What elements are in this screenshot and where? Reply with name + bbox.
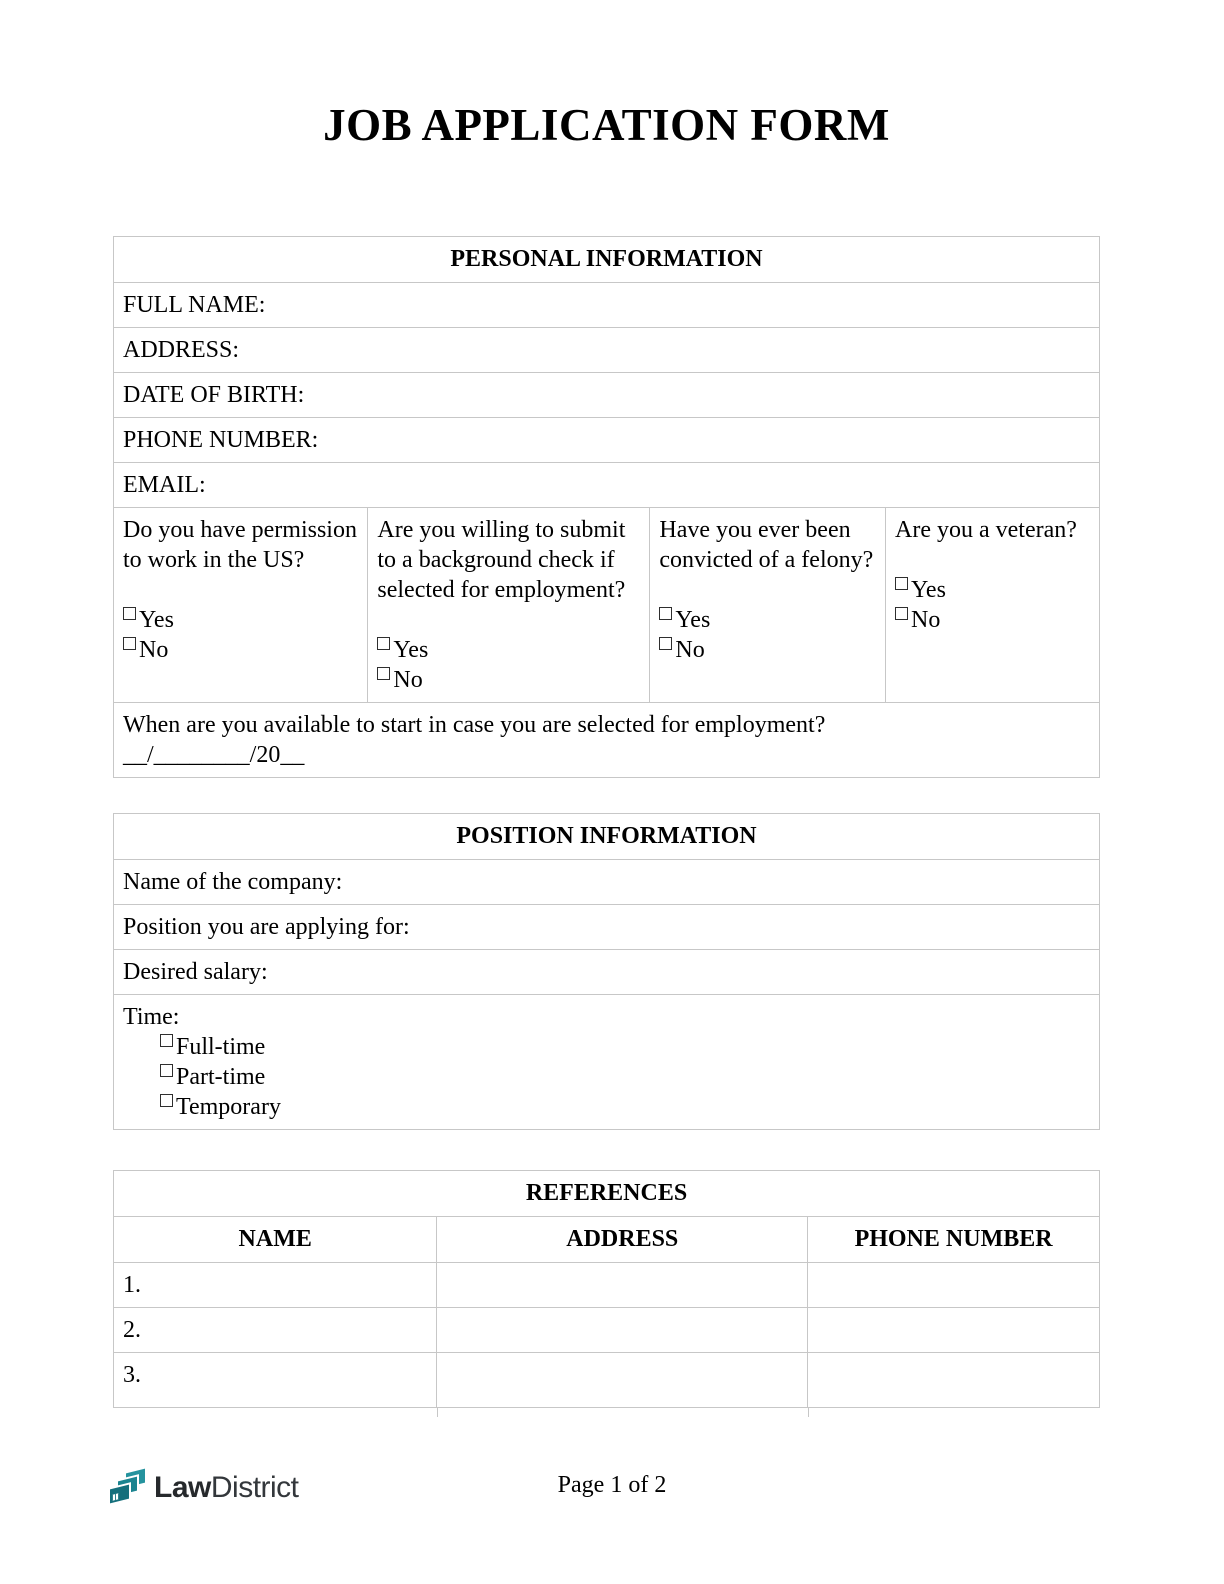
references-column-address: ADDRESS — [437, 1216, 808, 1262]
checkbox-icon[interactable] — [123, 607, 136, 620]
question-text: Do you have permission to work in the US? — [123, 516, 357, 573]
reference-2-address — [437, 1307, 808, 1352]
question-text: Are you willing to submit to a background check if selected for employment? — [377, 516, 626, 603]
checkbox-icon[interactable] — [123, 637, 136, 650]
company-name-field: Name of the company: — [114, 859, 1100, 904]
references-header: REFERENCES — [114, 1170, 1100, 1216]
email-field: EMAIL: — [114, 462, 1100, 507]
option-label: Temporary — [176, 1093, 281, 1120]
position-information-table — [113, 813, 1100, 1130]
question-text: Are you a veteran? — [895, 516, 1077, 543]
reference-3-address — [437, 1352, 808, 1407]
checkbox-icon[interactable] — [895, 607, 908, 620]
option-label: Part-time — [176, 1063, 266, 1090]
logo-text-law: Law — [154, 1471, 211, 1504]
reference-1-phone — [808, 1262, 1100, 1307]
option-label: Yes — [393, 636, 429, 663]
option-label: Yes — [675, 606, 711, 633]
position-information-header: POSITION INFORMATION — [114, 813, 1100, 859]
question-veteran — [886, 507, 1100, 702]
option-label: Full-time — [176, 1033, 266, 1060]
reference-1-name: 1. — [114, 1262, 437, 1307]
personal-information-header: PERSONAL INFORMATION — [114, 236, 1100, 282]
question-text: Have you ever been convicted of a felony? — [659, 516, 874, 573]
page-title: JOB APPLICATION FORM — [323, 100, 890, 150]
checkbox-icon[interactable] — [659, 607, 672, 620]
reference-1-address — [437, 1262, 808, 1307]
option-label: Yes — [139, 606, 174, 633]
reference-3-name: 3. — [114, 1352, 437, 1407]
reference-3-phone — [808, 1352, 1100, 1407]
checkbox-icon[interactable] — [377, 637, 390, 650]
availability-field — [114, 702, 1100, 777]
option-label: No — [911, 606, 941, 633]
option-label: No — [393, 666, 423, 693]
references-table — [113, 1170, 1100, 1408]
page-footer — [0, 1462, 1224, 1512]
table-row — [114, 1352, 1100, 1407]
checkbox-icon[interactable] — [160, 1094, 173, 1107]
time-field — [114, 994, 1100, 1129]
reference-2-name: 2. — [114, 1307, 437, 1352]
date-of-birth-field: DATE OF BIRTH: — [114, 372, 1100, 417]
checkbox-icon[interactable] — [377, 667, 390, 680]
question-work-permission — [114, 507, 368, 702]
checkbox-icon[interactable] — [160, 1064, 173, 1077]
column-divider-stub — [808, 1408, 809, 1417]
column-divider-stub — [437, 1408, 438, 1417]
references-column-name: NAME — [114, 1216, 437, 1262]
document-page — [113, 0, 1100, 1408]
option-label: Yes — [911, 576, 946, 603]
option-label: No — [675, 636, 705, 663]
logo-text-district: District — [210, 1471, 299, 1504]
references-column-phone: PHONE NUMBER — [808, 1216, 1100, 1262]
personal-information-table — [113, 236, 1100, 778]
question-felony — [650, 507, 886, 702]
time-label: Time: — [123, 1003, 180, 1030]
availability-answer-line: __/________/20__ — [123, 741, 305, 768]
question-background-check — [368, 507, 650, 702]
position-applied-field: Position you are applying for: — [114, 904, 1100, 949]
full-name-field: FULL NAME: — [114, 282, 1100, 327]
checkbox-icon[interactable] — [659, 637, 672, 650]
address-field: ADDRESS: — [114, 327, 1100, 372]
table-row — [114, 1262, 1100, 1307]
checkbox-icon[interactable] — [160, 1034, 173, 1047]
reference-2-phone — [808, 1307, 1100, 1352]
page-number: Page 1 of 2 — [557, 1472, 667, 1498]
phone-number-field: PHONE NUMBER: — [114, 417, 1100, 462]
desired-salary-field: Desired salary: — [114, 949, 1100, 994]
option-label: No — [139, 636, 169, 663]
table-row — [114, 1307, 1100, 1352]
availability-question: When are you available to start in case you are selected for employment? — [123, 711, 826, 738]
checkbox-icon[interactable] — [895, 577, 908, 590]
